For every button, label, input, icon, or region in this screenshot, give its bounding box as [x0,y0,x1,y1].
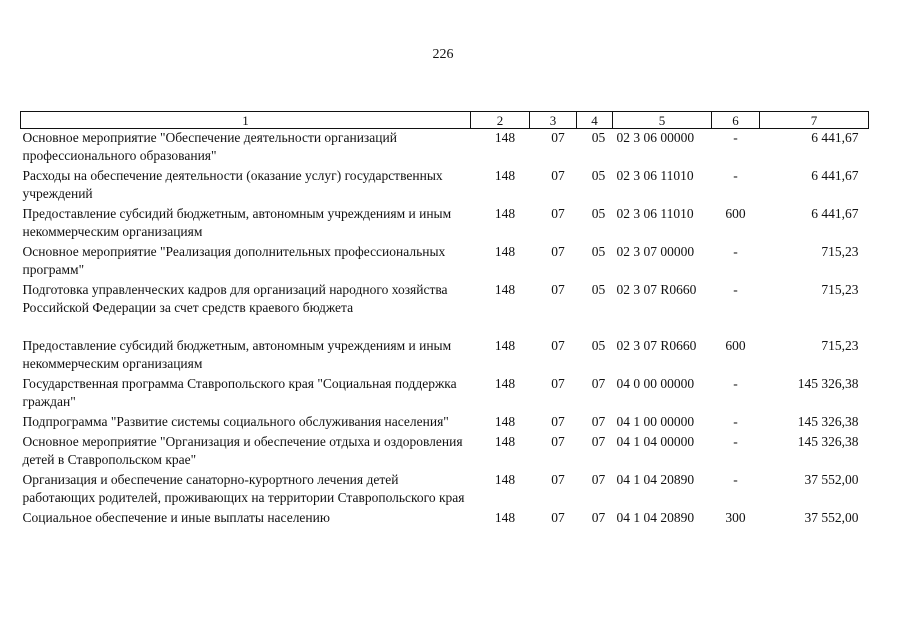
amount: 6 441,67 [811,206,859,221]
section-code: 07 [551,376,565,391]
section-code: 07 [551,282,565,297]
amount: 6 441,67 [811,130,859,145]
row-name: Подготовка управленческих кадров для организаций народного хозяйства Российской Федерации за счет средств краевого бюджета [22,282,448,315]
column-header: 2 [471,112,530,129]
row-name: Основное мероприятие "Организация и обеспечение отдыха и оздоровления детей в Ставропольском крае" [22,434,463,467]
target-article-code: 04 1 00 00000 [616,414,695,429]
section-code: 07 [551,414,565,429]
target-article-code: 04 0 00 00000 [616,376,695,391]
expense-type-code: - [733,168,738,183]
expense-type-code: - [733,376,738,391]
row-name: Подпрограмма "Развитие системы социального обслуживания населения" [22,414,449,429]
target-article-code: 02 3 06 11010 [616,168,694,183]
subsection-code: 07 [591,434,606,449]
column-header: 7 [760,112,869,129]
subsection-code: 07 [591,510,606,525]
expense-type-code: - [733,434,738,449]
amount: 37 552,00 [804,510,859,525]
amount: 145 326,38 [797,376,859,391]
table-row [21,375,869,413]
ministry-code: 148 [494,510,516,525]
row-name: Основное мероприятие "Обеспечение деятельности организаций профессионального образования" [22,130,397,163]
expense-type-code: - [733,130,738,145]
section-code: 07 [551,510,565,525]
amount: 715,23 [821,244,859,259]
row-name: Предоставление субсидий бюджетным, автономным учреждениям и иным некоммерческим организациям [22,338,452,371]
table-row [21,413,869,433]
row-name: Расходы на обеспечение деятельности (оказание услуг) государственных учреждений [22,168,443,201]
amount: 145 326,38 [797,414,859,429]
ministry-code: 148 [494,414,516,429]
subsection-code: 07 [591,472,606,487]
subsection-code: 07 [591,376,606,391]
table-row [21,337,869,375]
expense-type-code: - [733,414,738,429]
column-header: 3 [530,112,577,129]
target-article-code: 04 1 04 00000 [616,434,695,449]
section-code: 07 [551,206,565,221]
subsection-code: 05 [591,282,606,297]
row-name: Основное мероприятие "Реализация дополнительных профессиональных программ" [22,244,446,277]
section-code: 07 [551,168,565,183]
ministry-code: 148 [494,282,516,297]
page-number: 226 [432,47,454,62]
expense-type-code: 600 [725,338,746,353]
target-article-code: 02 3 07 R0660 [616,282,697,297]
amount: 715,23 [821,338,859,353]
section-code: 07 [551,472,565,487]
expense-type-code: 600 [725,206,746,221]
expense-type-code: - [733,472,738,487]
target-article-code: 02 3 07 00000 [616,244,695,259]
amount: 6 441,67 [811,168,859,183]
row-name: Государственная программа Ставропольского края "Социальная поддержка граждан" [22,376,457,409]
amount: 715,23 [821,282,859,297]
subsection-code: 05 [591,338,606,353]
budget-table [20,111,869,529]
target-article-code: 04 1 04 20890 [616,472,695,487]
column-header: 6 [712,112,760,129]
table-row [21,509,869,529]
table-row [21,243,869,281]
subsection-code: 05 [591,130,606,145]
table-row [21,471,869,509]
expense-type-code: - [733,244,738,259]
amount: 37 552,00 [804,472,859,487]
section-code: 07 [551,338,565,353]
ministry-code: 148 [494,206,516,221]
ministry-code: 148 [494,338,516,353]
row-name: Организация и обеспечение санаторно-курортного лечения детей работающих родителей, проживающих на территории Ставропольского края [22,472,465,505]
section-code: 07 [551,130,565,145]
target-article-code: 02 3 07 R0660 [616,338,697,353]
ministry-code: 148 [494,434,516,449]
ministry-code: 148 [494,376,516,391]
column-header: 5 [613,112,712,129]
target-article-code: 02 3 06 00000 [616,130,695,145]
subsection-code: 07 [591,414,606,429]
table-row [21,129,869,168]
column-header: 4 [577,112,613,129]
table-row [21,281,869,337]
subsection-code: 05 [591,206,606,221]
column-header: 1 [21,112,471,129]
table-header-row [21,112,869,129]
section-code: 07 [551,244,565,259]
ministry-code: 148 [494,472,516,487]
amount: 145 326,38 [797,434,859,449]
row-name: Предоставление субсидий бюджетным, автономным учреждениям и иным некоммерческим организациям [22,206,452,239]
table-row [21,205,869,243]
table-row [21,433,869,471]
row-name: Социальное обеспечение и иные выплаты населению [22,510,330,525]
expense-type-code: 300 [725,510,746,525]
section-code: 07 [551,434,565,449]
subsection-code: 05 [591,168,606,183]
ministry-code: 148 [494,168,516,183]
ministry-code: 148 [494,244,516,259]
target-article-code: 02 3 06 11010 [616,206,694,221]
table-row [21,167,869,205]
target-article-code: 04 1 04 20890 [616,510,695,525]
ministry-code: 148 [494,130,516,145]
expense-type-code: - [733,282,738,297]
subsection-code: 05 [591,244,606,259]
